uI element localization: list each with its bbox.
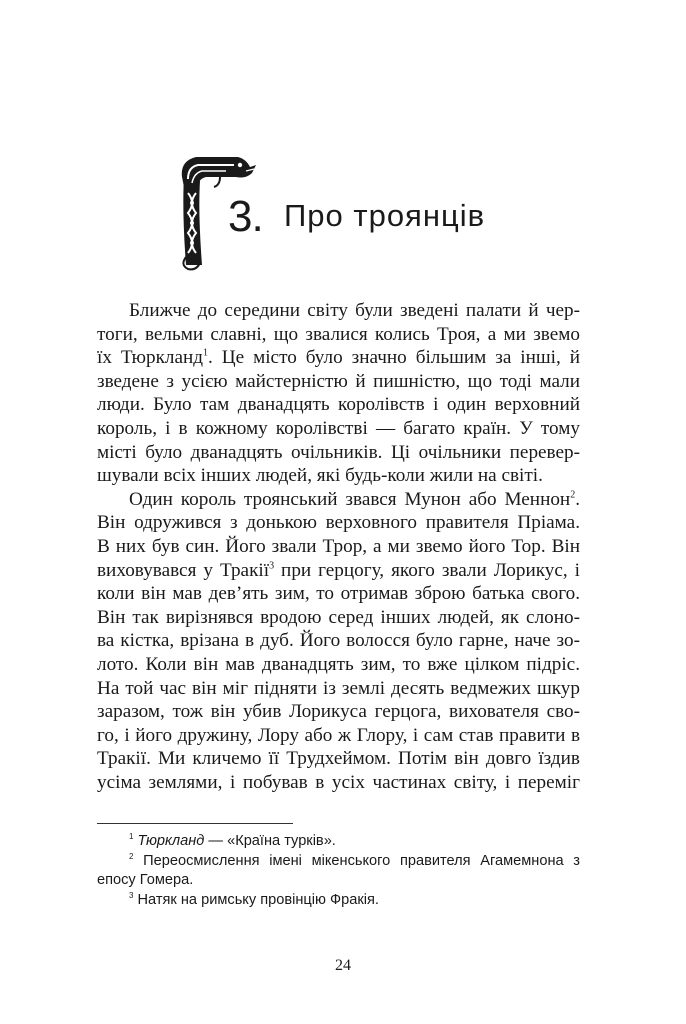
text-line	[97, 299, 580, 323]
text-line-content: На той час він міг підняти із землі десять ведмежих шкур	[97, 677, 580, 699]
text-line-content: лото. Коли він мав дванадцять зим, то вже цілком підріс.	[97, 653, 580, 675]
chapter-title: Про троянців	[284, 198, 486, 233]
text-line	[97, 653, 580, 677]
footnote-divider	[97, 823, 293, 824]
text-line	[97, 559, 580, 583]
text-line	[97, 370, 580, 394]
footnote-mark: 1	[129, 832, 134, 842]
text-line	[97, 511, 580, 535]
text-line-content: заразом, тож він убив Лорикуса герцога, вихователя сво-	[97, 701, 580, 723]
text-line-content	[97, 488, 580, 512]
text-line	[97, 747, 580, 771]
text-line	[97, 700, 580, 724]
text-line-content: В них був син. Його звали Трор, а ми звемо його Тор. Він	[97, 535, 580, 557]
footnote-ref[interactable]: 3	[269, 560, 275, 572]
text-line-content: Він так вирізнявся вродою серед інших людей, як слоно-	[97, 606, 580, 628]
text-segment: . Це місто було значно більшим за інші, й	[208, 347, 580, 369]
text-line	[97, 323, 580, 347]
text-line	[97, 771, 580, 795]
text-segment: їх Тюркланд	[97, 347, 204, 369]
text-segment: .	[575, 488, 580, 510]
footnotes	[97, 832, 580, 910]
page-number: 24	[335, 957, 351, 974]
text-segment: Один король троянський звався Мунон або Меннон	[129, 488, 571, 510]
text-line-content: Ближче до середини світу були зведені палати й чер-	[129, 300, 580, 321]
body-text	[97, 299, 580, 794]
text-segment: при герцогу, якого звали Лорикус, і	[274, 559, 580, 581]
text-line	[97, 393, 580, 417]
footnote	[97, 852, 580, 891]
text-line-content: коли він мав дев’ять зим, то отримав зброю батька свого.	[97, 583, 580, 605]
text-line	[97, 464, 580, 488]
text-line	[97, 535, 580, 559]
text-segment: виховувався у Тракії	[97, 559, 270, 581]
text-line-content: зведене з усією майстерністю й пишністю, що тоді мали	[97, 370, 580, 392]
text-line-content: го, і його дружину, Лору або ж Глору, і сам став правити в	[97, 724, 580, 746]
text-line-content: ва кістка, врізана в дуб. Його волосся було гарне, наче зо-	[97, 630, 580, 652]
text-line	[97, 417, 580, 441]
footnote-ref[interactable]: 2	[570, 489, 576, 501]
text-line	[97, 606, 580, 630]
footnote	[97, 832, 580, 852]
text-line-content	[97, 346, 580, 370]
text-line-content: Він одружився з донькою верховного правителя Пріама.	[97, 512, 580, 534]
footnote-text: — «Країна турків».	[204, 833, 336, 849]
text-line-content: люди. Було там дванадцять королівств і один верховний	[97, 394, 580, 416]
text-line-content: король, і в кожному королівстві — багато країн. У тому	[97, 417, 580, 439]
text-line	[97, 441, 580, 465]
text-line-content: шували всіх інших людей, які будь-коли жили на світі.	[97, 465, 543, 487]
text-line	[97, 677, 580, 701]
text-line-content: Тракії. Ми кличемо її Трудхеймом. Потім він довго їздив	[97, 748, 580, 770]
text-line-content: усіма землями, і побував в усіх частинах світу, і переміг	[97, 771, 580, 793]
footnote-text: Натяк на римську провінцію Фракія.	[137, 891, 379, 908]
footnote-term: Тюркланд	[137, 833, 205, 849]
text-line-content: місті було дванадцять очільників. Ці очільники перевер-	[97, 441, 580, 463]
footnote	[97, 891, 580, 911]
footnote-ref[interactable]: 1	[203, 347, 209, 359]
footnote-text: Переосмислення імені мікенського правителя Агамемнона з епосу Гомера.	[97, 852, 580, 888]
chapter-number: 3.	[228, 192, 263, 241]
text-line-content	[97, 559, 580, 583]
footnote-mark: 3	[129, 890, 134, 900]
text-line-content: тоги, вельми славні, що звалися колись Троя, а ми звемо	[97, 323, 580, 345]
footnote-mark: 2	[129, 851, 134, 861]
text-line	[97, 629, 580, 653]
text-line	[97, 346, 580, 370]
text-line	[97, 582, 580, 606]
text-line	[97, 488, 580, 512]
text-line	[97, 724, 580, 748]
